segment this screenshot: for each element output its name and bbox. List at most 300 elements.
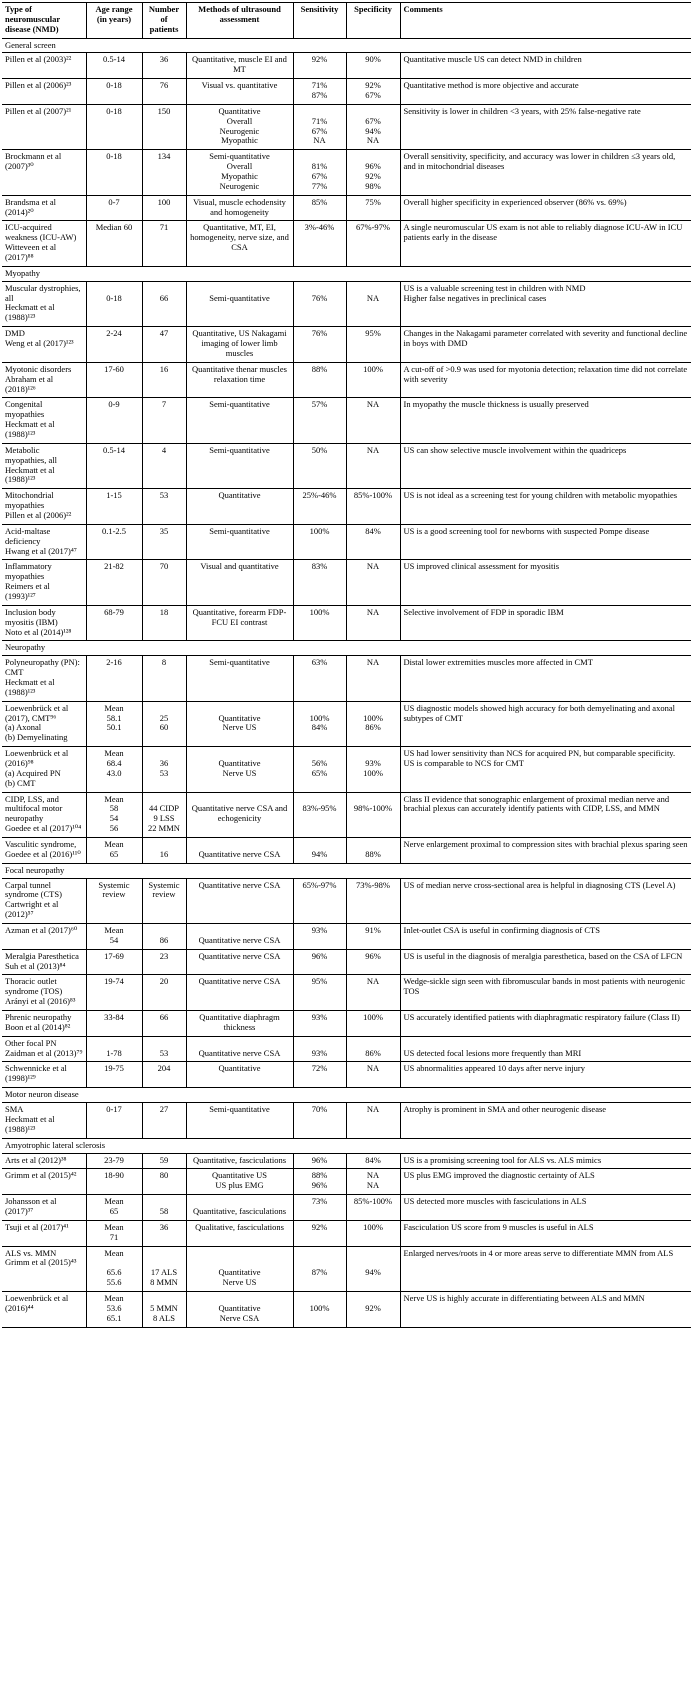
cell-line: Heckmatt et al (1988)¹²³: [5, 1113, 55, 1134]
cell-age: [86, 1291, 142, 1327]
cell-line: 36: [159, 1221, 169, 1232]
cell-line: In myopathy the muscle thickness is usually preserved: [403, 399, 589, 410]
cell-line: 150: [157, 105, 171, 116]
cell-line: 84%: [311, 722, 328, 733]
cell-sensitivity: [293, 924, 346, 950]
cell-line: Muscular dystrophies, all: [5, 282, 81, 303]
cell-line: 0-18: [106, 151, 122, 162]
cell-methods: [186, 975, 293, 1011]
cell-line: 87%: [311, 90, 328, 101]
table-row: [2, 362, 691, 398]
cell-line: 54: [109, 934, 119, 945]
cell-methods: [186, 656, 293, 701]
cell-line: 63%: [311, 657, 328, 668]
cell-comments: [400, 560, 691, 605]
cell-line: 22 MMN: [148, 823, 180, 834]
cell-comments: [400, 1220, 691, 1246]
cell-comments: [400, 489, 691, 525]
cell-line: US diagnostic models showed high accuracy for both demyelinating and axonal subtypes of CMT: [403, 702, 675, 723]
nmd-ultrasound-table: [2, 2, 691, 1328]
cell-methods: [186, 53, 293, 79]
cell-patients: [142, 195, 186, 221]
cell-line: US abnormalities appeared 10 days after nerve injury: [403, 1063, 586, 1074]
cell-methods: [186, 398, 293, 443]
cell-disease: [2, 747, 86, 792]
cell-comments: [400, 79, 691, 105]
cell-methods: [186, 792, 293, 837]
cell-line: 50.1: [106, 722, 122, 733]
cell-line: Thoracic outlet syndrome (TOS): [5, 976, 63, 997]
cell-line: 100%: [363, 712, 383, 723]
table-row: [2, 489, 691, 525]
table-row: [2, 53, 691, 79]
cell-line: Brandsma et al (2014)²⁰: [5, 196, 56, 217]
cell-sensitivity: [293, 878, 346, 923]
cell-age: [86, 1062, 142, 1088]
cell-line: Heckmatt et al (1988)¹²³: [5, 419, 55, 439]
cell-line: Pillen et al (2006)²²: [5, 509, 72, 520]
cell-specificity: [346, 656, 400, 701]
cell-line: Fasciculation US score from 9 muscles is useful in ALS: [403, 1221, 594, 1232]
cell-line: 58.1: [106, 712, 122, 723]
cell-comments: [400, 327, 691, 363]
cell-comments: [400, 1062, 691, 1088]
cell-line: Quantitative: [218, 712, 261, 723]
cell-line: 100%: [363, 1221, 383, 1232]
cell-line: Wedge-sickle sign seen with fibromuscular bands in most patients with neurogenic TOS: [403, 976, 686, 997]
cell-line: 8 ALS: [153, 1312, 175, 1323]
cell-age: [86, 924, 142, 950]
cell-line: ALS vs. MMN: [5, 1247, 57, 1258]
cell-methods: [186, 1246, 293, 1291]
cell-line: [350, 1249, 397, 1259]
cell-line: 87%: [311, 1267, 328, 1278]
cell-comments: [400, 443, 691, 488]
cell-line: Mean: [104, 1221, 124, 1232]
cell-line: 81%: [311, 161, 328, 172]
cell-specificity: [346, 605, 400, 641]
cell-sensitivity: [293, 1011, 346, 1037]
cell-line: Quantitative thenar muscles relaxation time: [192, 363, 287, 384]
cell-line: Boon et al (2014)⁸²: [5, 1021, 71, 1032]
cell-line: Semi-quantitative: [209, 1104, 270, 1115]
table-row: [2, 79, 691, 105]
table-row: [2, 281, 691, 326]
cell-line: 91%: [365, 925, 381, 936]
cell-line: 73%-98%: [356, 879, 390, 890]
cell-line: Arányi et al (2016)⁸³: [5, 996, 76, 1007]
cell-sensitivity: [293, 489, 346, 525]
cell-methods: [186, 1103, 293, 1139]
cell-line: 9 LSS: [153, 813, 175, 824]
cell-patients: [142, 701, 186, 746]
cell-line: Semi-quantitative: [209, 399, 270, 410]
cell-line: NA: [366, 1063, 380, 1074]
cell-line: 70: [159, 561, 169, 572]
cell-comments: [400, 1011, 691, 1037]
cell-sensitivity: [293, 79, 346, 105]
cell-line: Cartwright et al (2012)⁵⁷: [5, 899, 59, 920]
cell-patients: [142, 443, 186, 488]
cell-methods: [186, 747, 293, 792]
cell-line: 98%: [365, 180, 381, 191]
cell-line: 85%-100%: [353, 1196, 393, 1207]
table-row: [2, 605, 691, 641]
cell-sensitivity: [293, 104, 346, 149]
cell-line: Overall higher specificity in experienced observer (86% vs. 69%): [403, 196, 627, 207]
cell-line: Nerve US: [222, 767, 257, 778]
table-row: [2, 195, 691, 221]
cell-line: 98%-100%: [353, 803, 393, 814]
cell-line: Azman et al (2017)⁶⁰: [5, 925, 78, 936]
cell-sensitivity: [293, 1169, 346, 1195]
section-row: [2, 863, 691, 878]
cell-sensitivity: [293, 1153, 346, 1169]
cell-patients: [142, 53, 186, 79]
cell-line: 53: [159, 490, 169, 501]
cell-line: 58: [109, 803, 119, 814]
cell-line: Heckmatt et al (1988)¹²³: [5, 676, 55, 697]
section-label: Motor neuron disease: [2, 1088, 691, 1103]
cell-specificity: [346, 104, 400, 149]
cell-line: Selective involvement of FDP in sporadic IBM: [403, 606, 564, 617]
cell-specificity: [346, 1291, 400, 1327]
cell-line: 85%: [311, 196, 328, 207]
cell-line: Systemic review: [148, 879, 180, 900]
cell-line: Johansson et al (2017)³⁷: [5, 1196, 57, 1216]
header-age: Age range (in years): [86, 3, 142, 39]
cell-comments: [400, 605, 691, 641]
cell-disease: [2, 1153, 86, 1169]
cell-methods: [186, 878, 293, 923]
cell-age: [86, 1036, 142, 1062]
section-row: [2, 641, 691, 656]
cell-line: 33-84: [104, 1012, 124, 1023]
cell-line: 71: [159, 222, 169, 233]
cell-line: 93%: [311, 1047, 328, 1058]
cell-disease: [2, 489, 86, 525]
cell-sensitivity: [293, 150, 346, 195]
cell-comments: [400, 104, 691, 149]
cell-specificity: [346, 150, 400, 195]
cell-age: [86, 878, 142, 923]
cell-line: DMD: [5, 328, 25, 339]
cell-line: 3%-46%: [304, 222, 335, 233]
cell-methods: [186, 79, 293, 105]
cell-disease: [2, 524, 86, 560]
cell-line: Pillen et al (2003)²²: [5, 54, 72, 65]
cell-line: NA: [366, 976, 380, 987]
cell-line: US plus EMG improved the diagnostic certainty of ALS: [403, 1170, 595, 1181]
cell-line: Visual vs. quantitative: [201, 80, 278, 91]
cell-line: Quantitative: [218, 105, 261, 116]
cell-specificity: [346, 221, 400, 266]
cell-comments: [400, 362, 691, 398]
table-row: [2, 949, 691, 975]
cell-line: Inclusion body myositis (IBM): [5, 606, 58, 627]
cell-line: 65%: [311, 767, 328, 778]
cell-line: Nerve US: [222, 722, 257, 733]
cell-line: Quantitative: [218, 758, 261, 768]
cell-disease: [2, 1103, 86, 1139]
cell-methods: [186, 327, 293, 363]
cell-line: NA: [366, 606, 380, 617]
cell-line: US is a valuable screening test in children with NMD: [403, 282, 586, 293]
cell-line: Quantitative nerve CSA: [198, 848, 281, 859]
section-label: Amyotrophic lateral sclerosis: [2, 1138, 691, 1153]
cell-specificity: [346, 1220, 400, 1246]
cell-patients: [142, 327, 186, 363]
cell-disease: [2, 327, 86, 363]
section-row: [2, 1138, 691, 1153]
cell-patients: [142, 1169, 186, 1195]
cell-patients: [142, 398, 186, 443]
cell-line: 100%: [363, 363, 383, 374]
cell-line: Nerve CSA: [219, 1312, 260, 1323]
cell-comments: [400, 949, 691, 975]
cell-line: 50%: [311, 444, 328, 455]
cell-line: Mean: [104, 839, 124, 850]
cell-line: 76%: [311, 292, 328, 303]
table-row: [2, 560, 691, 605]
cell-patients: [142, 560, 186, 605]
cell-line: SMA: [5, 1104, 24, 1115]
cell-line: [190, 1249, 290, 1259]
table-row: [2, 1195, 691, 1221]
cell-patients: [142, 747, 186, 792]
cell-line: 53: [159, 767, 169, 778]
cell-age: [86, 362, 142, 398]
cell-line: 65.1: [106, 1312, 122, 1323]
cell-specificity: [346, 1011, 400, 1037]
cell-disease: [2, 398, 86, 443]
cell-line: Changes in the Nakagami parameter correlated with severity and functional decline in boys with DMD: [403, 328, 688, 349]
cell-sensitivity: [293, 398, 346, 443]
cell-line: Neurogenic: [219, 125, 260, 136]
cell-sensitivity: [293, 701, 346, 746]
cell-comments: [400, 398, 691, 443]
table-row: [2, 1103, 691, 1139]
cell-line: 60: [159, 722, 169, 733]
cell-line: Semi-quantitative: [209, 525, 270, 536]
cell-line: 204: [157, 1063, 171, 1074]
cell-specificity: [346, 560, 400, 605]
cell-line: Semi-quantitative: [209, 151, 270, 162]
cell-line: 1-78: [106, 1047, 122, 1058]
cell-line: Mean: [104, 748, 124, 759]
cell-sensitivity: [293, 560, 346, 605]
table-row: [2, 398, 691, 443]
cell-line: 0-17: [106, 1104, 122, 1115]
cell-line: 56%: [311, 758, 328, 768]
cell-age: [86, 605, 142, 641]
cell-patients: [142, 362, 186, 398]
cell-age: [86, 975, 142, 1011]
cell-line: 4: [161, 444, 167, 455]
cell-comments: [400, 221, 691, 266]
cell-line: 96%: [311, 1180, 328, 1191]
cell-patients: [142, 975, 186, 1011]
cell-line: US accurately identified patients with diaphragmatic respiratory failure (Class II): [403, 1012, 680, 1023]
cell-line: 65: [109, 848, 119, 859]
cell-disease: [2, 443, 86, 488]
cell-line: 68.4: [106, 758, 122, 768]
cell-line: 86: [159, 934, 169, 945]
cell-line: 75%: [365, 196, 381, 207]
cell-line: 18: [159, 606, 169, 617]
cell-line: Hwang et al (2017)⁴⁷: [5, 545, 77, 556]
cell-line: Inflammatory myopathies: [5, 561, 52, 582]
cell-line: 57%: [311, 399, 328, 410]
cell-sensitivity: [293, 1062, 346, 1088]
cell-specificity: [346, 1036, 400, 1062]
cell-methods: [186, 489, 293, 525]
cell-line: 0-18: [106, 105, 122, 116]
cell-specificity: [346, 924, 400, 950]
cell-line: US can show selective muscle involvement within the quadriceps: [403, 444, 627, 455]
cell-specificity: [346, 1062, 400, 1088]
cell-line: [297, 1249, 343, 1259]
cell-line: Quantitative: [218, 1302, 261, 1313]
cell-specificity: [346, 79, 400, 105]
table-row: [2, 1062, 691, 1088]
cell-line: 71%: [311, 80, 328, 91]
cell-line: US plus EMG: [215, 1180, 264, 1191]
cell-line: 94%: [365, 1267, 381, 1278]
cell-line: 66: [159, 1012, 169, 1023]
cell-disease: [2, 924, 86, 950]
cell-line: 23: [159, 950, 169, 961]
cell-patients: [142, 605, 186, 641]
cell-age: [86, 949, 142, 975]
cell-sensitivity: [293, 327, 346, 363]
cell-specificity: [346, 747, 400, 792]
cell-specificity: [346, 443, 400, 488]
cell-disease: [2, 656, 86, 701]
cell-patients: [142, 949, 186, 975]
section-row: [2, 266, 691, 281]
cell-line: 93%: [365, 758, 381, 768]
cell-specificity: [346, 281, 400, 326]
cell-disease: [2, 1011, 86, 1037]
cell-line: Quantitative US: [211, 1170, 267, 1181]
cell-methods: [186, 1011, 293, 1037]
cell-line: 67%: [311, 171, 328, 182]
cell-patients: [142, 221, 186, 266]
cell-line: NA: [366, 1170, 380, 1181]
cell-disease: [2, 104, 86, 149]
cell-disease: [2, 838, 86, 864]
cell-line: Quantitative: [218, 1063, 261, 1074]
cell-line: 76%: [311, 328, 328, 339]
cell-methods: [186, 1036, 293, 1062]
cell-line: 36: [159, 758, 169, 768]
cell-line: Tsuji et al (2017)⁴¹: [5, 1221, 69, 1232]
cell-disease: [2, 701, 86, 746]
cell-line: Mitochondrial myopathies: [5, 490, 54, 511]
cell-line: 0.1-2.5: [101, 525, 127, 536]
cell-line: Mean: [104, 1247, 124, 1258]
cell-line: 18-90: [104, 1170, 124, 1181]
table-row: [2, 1036, 691, 1062]
cell-line: Quantitative, forearm FDP-FCU EI contrast: [192, 606, 287, 627]
cell-line: 65.6: [106, 1267, 122, 1278]
cell-line: 65: [109, 1205, 119, 1216]
table-row: [2, 327, 691, 363]
cell-sensitivity: [293, 838, 346, 864]
cell-patients: [142, 792, 186, 837]
cell-line: 0.5-14: [103, 54, 125, 65]
section-label: Focal neuropathy: [2, 863, 691, 878]
cell-disease: [2, 1246, 86, 1291]
cell-line: 21-82: [104, 561, 124, 572]
cell-line: Nerve enlargement proximal to compression sites with brachial plexus sparing seen: [403, 839, 688, 850]
table-row: [2, 924, 691, 950]
cell-line: 73%: [311, 1196, 328, 1207]
cell-line: Nerve US is highly accurate in differentiating between ALS and MMN: [403, 1292, 645, 1303]
cell-line: 88%: [311, 1170, 328, 1181]
cell-line: Quantitative, fasciculations: [193, 1154, 286, 1165]
cell-line: 96%: [311, 1154, 328, 1165]
cell-line: Witteveen et al (2017)⁸⁸: [5, 242, 57, 263]
cell-line: Heckmatt et al (1988)¹²³: [5, 302, 55, 323]
cell-line: 16: [159, 848, 169, 859]
cell-line: 59: [159, 1154, 169, 1165]
cell-line: 55.6: [106, 1277, 122, 1288]
cell-sensitivity: [293, 605, 346, 641]
cell-disease: [2, 949, 86, 975]
cell-disease: [2, 792, 86, 837]
cell-line: 8: [161, 657, 167, 668]
cell-line: 27: [159, 1104, 169, 1115]
cell-line: Pillen et al (2006)²³: [5, 80, 72, 91]
cell-line: 66: [159, 292, 169, 303]
cell-age: [86, 701, 142, 746]
cell-line: 92%: [365, 171, 381, 182]
cell-line: 71: [109, 1231, 119, 1242]
cell-sensitivity: [293, 1103, 346, 1139]
cell-sensitivity: [293, 221, 346, 266]
cell-line: Loewenbrück et al (2017), CMT⁹⁶: [5, 702, 69, 723]
cell-line: Quantitative, US Nakagami imaging of lower limb muscles: [192, 328, 287, 358]
cell-sensitivity: [293, 1246, 346, 1291]
cell-line: Myotonic disorders: [5, 363, 72, 374]
section-label: Myopathy: [2, 266, 691, 281]
cell-specificity: [346, 878, 400, 923]
cell-sensitivity: [293, 1291, 346, 1327]
cell-line: Heckmatt et al (1988)¹²³: [5, 464, 55, 485]
cell-patients: [142, 489, 186, 525]
cell-line: 1-15: [106, 490, 122, 501]
cell-specificity: [346, 701, 400, 746]
cell-line: 93%: [311, 925, 328, 936]
cell-line: [146, 1249, 183, 1259]
cell-line: Loewenbrück et al (2016)⁴⁴: [5, 1292, 69, 1313]
cell-methods: [186, 605, 293, 641]
cell-methods: [186, 281, 293, 326]
cell-line: 68-79: [104, 606, 124, 617]
header-patients: Number of patients: [142, 3, 186, 39]
cell-line: 25: [159, 712, 169, 723]
cell-line: Acid-maltase deficiency: [5, 525, 51, 546]
cell-line: 17 ALS: [150, 1267, 178, 1278]
cell-comments: [400, 878, 691, 923]
cell-disease: [2, 79, 86, 105]
cell-line: 86%: [365, 722, 381, 733]
cell-line: Atrophy is prominent in SMA and other neurogenic disease: [403, 1104, 607, 1115]
cell-line: 84%: [365, 1154, 381, 1165]
cell-line: US improved clinical assessment for myositis: [403, 561, 560, 572]
